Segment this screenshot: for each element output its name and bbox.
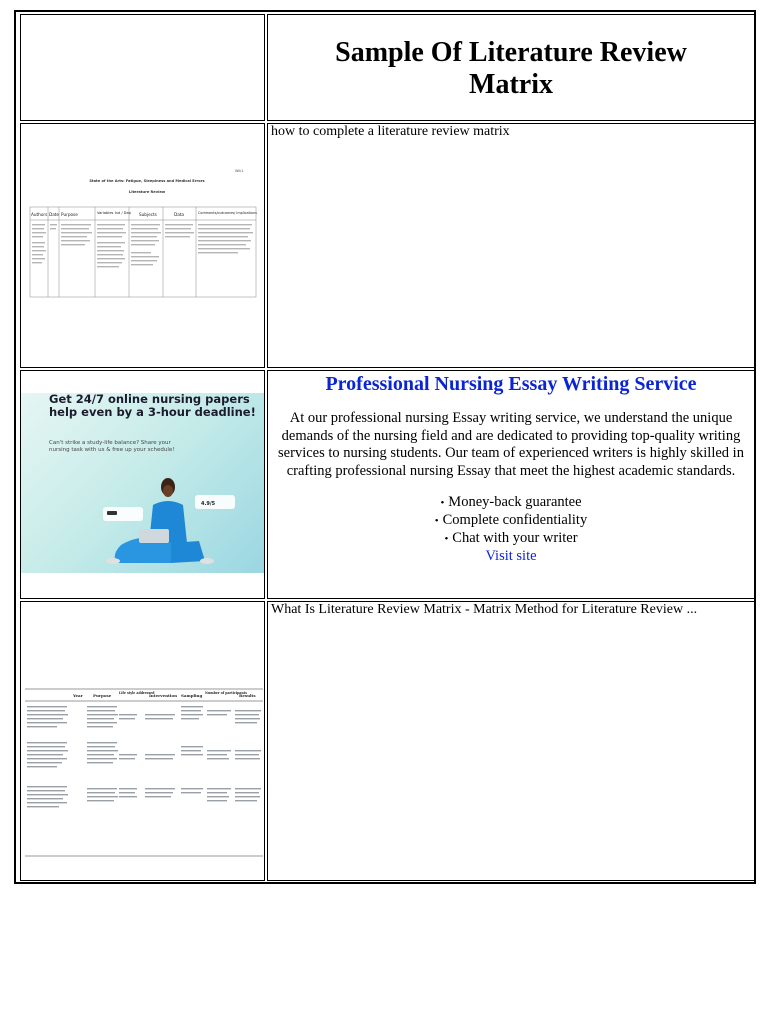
ad-bullet-confidentiality: • Complete confidentiality <box>268 512 754 530</box>
visit-site-link[interactable]: Visit site <box>485 548 537 564</box>
literature-matrix-thumbnail[interactable] <box>21 124 265 368</box>
thumb3-col-5: Number of participants <box>205 691 247 695</box>
thumb-col-5: Data <box>174 212 184 217</box>
thumb3-col-6: Results <box>239 693 256 698</box>
matrix-method-thumbnail[interactable] <box>21 602 265 881</box>
banner-rating: 4.9/5 <box>201 501 216 507</box>
nurse-illustration <box>21 393 265 573</box>
thumb-col-3: Variables Ind / Dep <box>97 211 131 215</box>
ad-image-cell <box>20 370 265 599</box>
ad-description: At our professional nursing Essay writing service, we understand the unique demands of the nursing field and are dedicated to providing top-quality writing services to nursing students. Our team of experienced writers is highly skilled in crafting professional nursing Essay that meet the highest academic standards. <box>278 410 744 479</box>
caption-cell-1 <box>267 123 755 368</box>
matrix-table <box>14 10 756 884</box>
thumb-col-1: Date <box>49 212 60 217</box>
ad-text-cell <box>267 370 755 599</box>
header-title-cell <box>267 14 755 121</box>
thumb-col-4: Subjects <box>139 212 157 217</box>
thumb3-col-2: Life style addressed <box>119 691 155 695</box>
page-title: Sample Of Literature Review Matrix <box>335 37 687 100</box>
thumb3-col-0: Year <box>73 693 83 698</box>
thumb3-col-3: Intervention <box>149 693 177 698</box>
thumb-col-6: Comments/outcomes/ implications <box>198 211 257 215</box>
thumb3-col-4: Sampling <box>181 693 203 698</box>
header-left-cell <box>20 14 265 121</box>
caption-cell-3 <box>267 601 755 881</box>
thumb-page-number: Wik1 <box>235 169 244 173</box>
banner-subtext: Can't strike a study-life balance? Share your nursing task with us & free up your schedule! <box>49 440 175 453</box>
ad-bullet-chat: • Chat with your writer <box>268 530 754 548</box>
ad-title[interactable]: Professional Nursing Essay Writing Service <box>325 373 697 395</box>
thumb-col-2: Purpose <box>61 212 78 217</box>
thumb-heading: State of the Arts: Fatigue, Sleepiness and Medical Errors <box>89 179 205 183</box>
ad-banner-image[interactable] <box>21 393 265 573</box>
caption-text-1: how to complete a literature review matrix <box>271 124 510 139</box>
thumb-subheading: Literature Review <box>128 190 166 194</box>
caption-text-3: What Is Literature Review Matrix - Matrix Method for Literature Review ... <box>271 602 698 617</box>
thumbnail-cell-1 <box>20 123 265 368</box>
thumb3-col-1: Purpose <box>93 693 112 698</box>
thumbnail-cell-3 <box>20 601 265 881</box>
ad-bullet-moneyback: • Money-back guarantee <box>268 494 754 512</box>
ad-bullet-list <box>268 494 754 548</box>
banner-headline: Get 24/7 online nursing papers help even by a 3-hour deadline! <box>49 392 256 419</box>
thumb-col-0: Authors <box>31 212 48 217</box>
